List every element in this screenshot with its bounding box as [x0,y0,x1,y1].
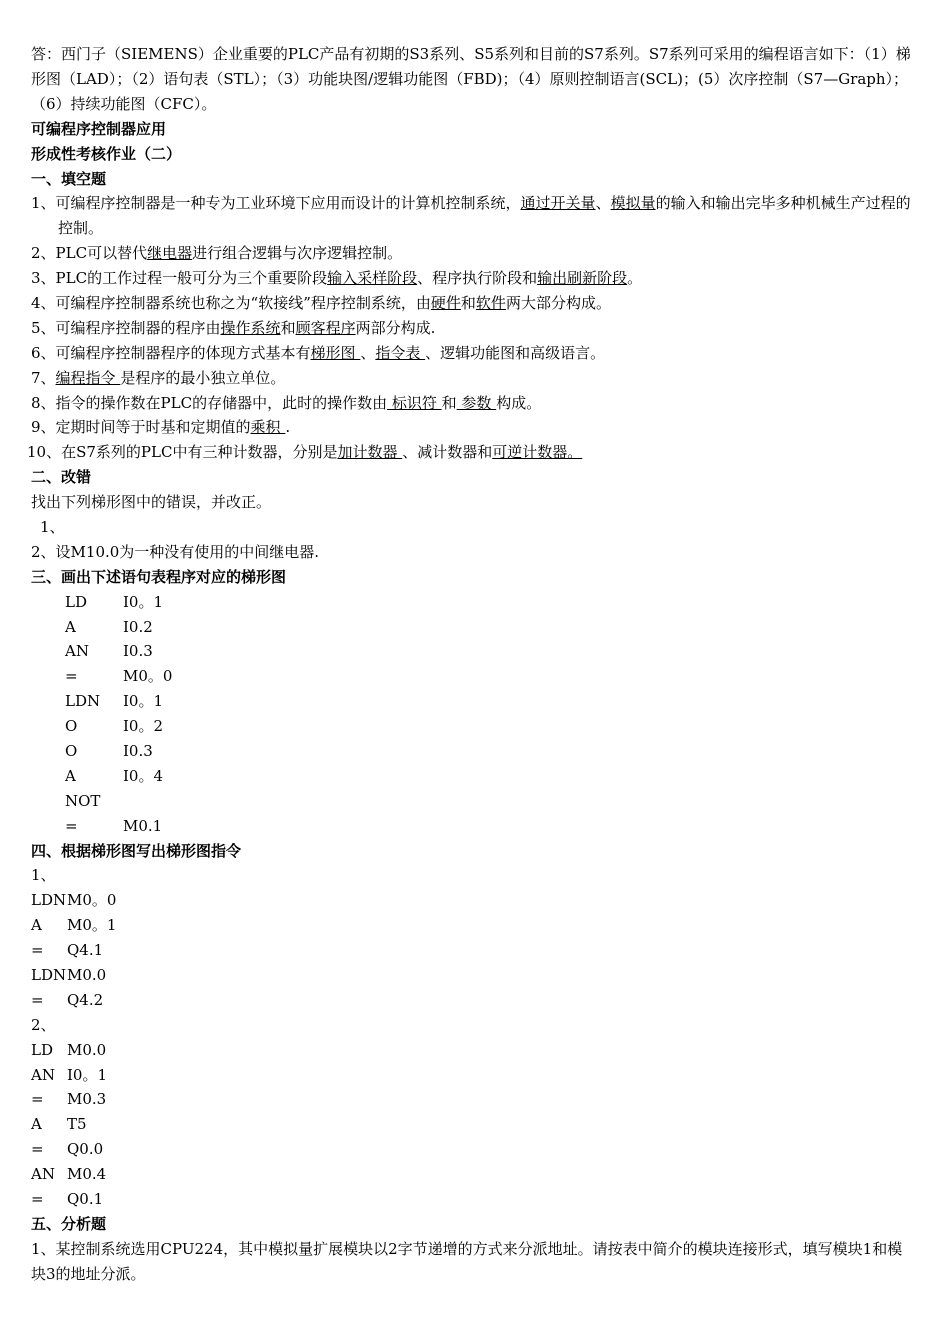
section3-title: 三、画出下述语句表程序对应的梯形图 [31,567,287,586]
answer-blank: 继电器 [147,244,193,263]
code-line: A I0.2 [65,617,153,636]
answer-blank: 加计数器 [337,443,403,462]
answer-blank: 硬件 [430,293,461,312]
analysis-question-1: 1、某控制系统选用CPU224，其中模拟量扩展模块以2字节递增的方式来分派地址。请按表中简介的模块连接形式，填写模块1和模块3的地址分派。 [31,1239,903,1283]
code-line: = M0.3 [31,1090,107,1109]
answer-blank: 输入采样阶段 [327,269,418,288]
code-line: A I0。4 [65,766,164,785]
instruction-program-1 [31,888,911,1012]
intro-paragraph: 答：西门子（SIEMENS）企业重要的PLC产品有初期的S3系列、S5系列和目前的S7系列。S7系列可采用的编程语言如下：（1）梯形图（LAD）；（2）语句表（STL）；（3）功能块图/逻辑功能图（FBD)；（4）原则控制语言(SCL)；(5）次序控制（S7—Graph）；（6）持续功能图（CFC）。 [31,45,911,113]
answer-blank: 输出刷新阶段 [537,269,628,288]
fill-question-4: 4、可编程序控制器系统也称之为“软接线”程序控制系统，由硬件和软件两大部分构成。 [31,293,611,312]
section5-title: 五、分析题 [31,1214,107,1233]
code-line: = Q0.0 [31,1140,104,1159]
fill-question-5: 5、可编程序控制器的程序由操作系统和顾客程序两部分构成. [31,318,436,337]
code-line: = Q0.1 [31,1190,104,1209]
code-line: A T5 [31,1115,87,1134]
code-line: O I0。2 [65,717,164,736]
section4-title: 四、根据梯形图写出梯形图指令 [31,841,242,860]
answer-blank: 参数 [456,393,497,412]
section2-item-2: 2、设M10.0为一种没有使用的中间继电器. [31,542,320,561]
homework-title: 形成性考核作业（二） [31,144,182,163]
fill-question-1: 1、可编程序控制器是一种专为工业环境下应用而设计的计算机控制系统，通过开关量、模拟量的输入和输出完毕多种机械生产过程的控制。 [31,194,911,238]
fill-question-8: 8、指令的操作数在PLC的存储器中，此时的操作数由 标识符 和 参数 构成。 [31,393,542,412]
fill-question-10: 10、在S7系列的PLC中有三种计数器，分别是加计数器 、减计数器和可逆计数器。 [27,443,583,462]
fill-question-2: 2、PLC可以替代继电器进行组合逻辑与次序逻辑控制。 [31,244,403,263]
answer-blank: 乘积 [250,418,286,437]
section2-title: 二、改错 [31,468,92,487]
answer-blank: 模拟量 [610,194,656,213]
answer-blank: 操作系统 [220,318,281,337]
answer-blank: 可逆计数器。 [492,443,583,462]
fill-question-9: 9、定期时间等于时基和定期值的乘积 . [31,418,291,437]
code-line: LD I0。1 [65,592,164,611]
code-line: A M0。1 [31,916,117,935]
code-line: NOT [65,791,101,810]
code-line: LDNM0.0 [31,966,107,985]
answer-blank: 顾客程序 [295,318,356,337]
program-2-label: 2、 [31,1015,56,1034]
instruction-program-2 [31,1038,911,1212]
section1-title: 一、填空题 [31,169,107,188]
code-line: = Q4.2 [31,990,104,1009]
answer-blank: 软件 [475,293,506,312]
fill-question-3: 3、PLC的工作过程一般可分为三个重要阶段输入采样阶段、程序执行阶段和输出刷新阶段。 [31,269,643,288]
fill-question-7: 7、编程指令 是程序的最小独立单位。 [31,368,286,387]
answer-blank: 编程指令 [55,368,121,387]
code-line: AN I0。1 [31,1065,108,1084]
fill-question-6: 6、可编程序控制器程序的体现方式基本有梯形图 、指令表 、逻辑功能图和高级语言。 [31,343,606,362]
code-line: LDN I0。1 [65,692,164,711]
code-line: LDNM0。0 [31,891,117,910]
section2-item-1: 1、 [40,518,65,536]
document-page [27,42,911,1287]
code-line: O I0.3 [65,742,153,761]
program-1-label: 1、 [31,866,56,885]
section2-instruction: 找出下列梯形图中的错误，并改正。 [31,493,272,512]
code-line: = M0.1 [65,816,163,835]
answer-blank: 标识符 [387,393,442,412]
code-line: AN M0.4 [31,1165,107,1184]
code-line: = M0。0 [65,667,173,686]
answer-blank: 指令表 [375,343,426,362]
course-title: 可编程序控制器应用 [31,119,167,138]
answer-blank: 通过开关量 [520,194,596,213]
statement-list-program [31,590,911,839]
code-line: = Q4.1 [31,941,104,960]
code-line: AN I0.3 [65,642,153,661]
code-line: LD M0.0 [31,1040,107,1059]
answer-blank: 梯形图 [310,343,361,362]
